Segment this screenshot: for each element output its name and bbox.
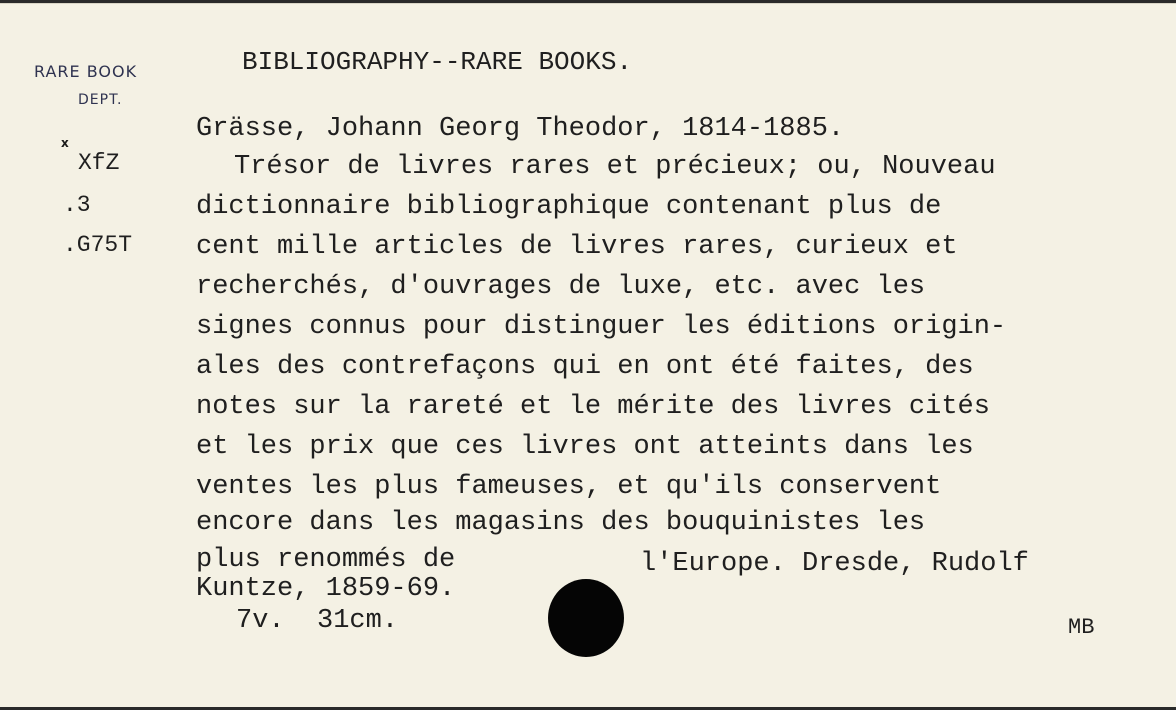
description-line-4: recherchés, d'ouvrages de luxe, etc. avec les — [196, 272, 926, 302]
author-heading: Grässe, Johann Georg Theodor, 1814-1885. — [196, 114, 845, 144]
description-line-10: encore dans les magasins des bouquinistes les — [196, 508, 926, 538]
subject-heading: BIBLIOGRAPHY--RARE BOOKS. — [242, 47, 633, 77]
call-number-line-2: .3 — [63, 192, 91, 218]
stamp-line-1: RARE BOOK — [34, 62, 138, 81]
call-number-line-1: XfZ — [78, 150, 120, 176]
imprint-line-c: Kuntze, 1859-69. — [196, 574, 456, 604]
description-line-1: Trésor de livres rares et précieux; ou, Nouveau — [234, 152, 996, 182]
description-line-6: ales des contrefaçons qui en ont été faites, des — [196, 352, 974, 382]
catalog-card — [0, 3, 1176, 707]
description-line-9: ventes les plus fameuses, et qu'ils conservent — [196, 472, 942, 502]
description-line-8: et les prix que ces livres ont atteints dans les — [196, 432, 974, 462]
description-line-2: dictionnaire bibliographique contenant plus de — [196, 192, 942, 222]
imprint-line-b: l'Europe. Dresde, Rudolf — [640, 549, 1029, 579]
description-line-3: cent mille articles de livres rares, curieux et — [196, 232, 958, 262]
description-line-7: notes sur la rareté et le mérite des livres cités — [196, 392, 990, 422]
cataloger-initials: MB — [1068, 615, 1095, 640]
punch-hole — [548, 579, 624, 657]
stamp-line-2: DEPT. — [78, 92, 123, 108]
imprint-line-a: plus renommés de — [196, 545, 456, 575]
x-mark: x — [61, 136, 69, 150]
description-line-5: signes connus pour distinguer les éditions origin- — [196, 312, 1007, 342]
collation: 7v. 31cm. — [236, 606, 399, 636]
call-number-line-3: .G75T — [63, 232, 133, 258]
